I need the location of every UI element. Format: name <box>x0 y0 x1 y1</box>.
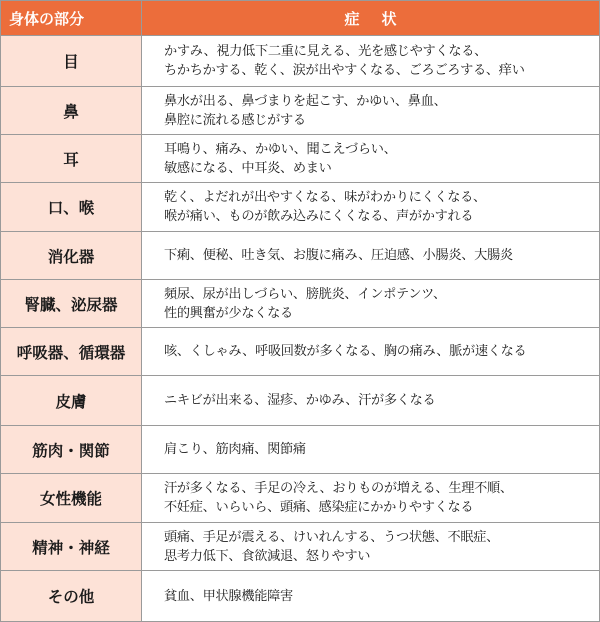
table-row <box>1 280 600 328</box>
table-row <box>1 232 600 280</box>
symptoms-cell: 頭痛、手足が震える、けいれんする、うつ状態、不眠症、 思考力低下、食欲減退、怒りやすい <box>142 523 600 571</box>
symptoms-cell: 乾く、よだれが出やすくなる、味がわかりにくくなる、 喉が痛い、ものが飲み込みにくくなる、声がかすれる <box>142 183 600 232</box>
body-part-cell: 呼吸器、循環器 <box>1 328 142 376</box>
table-row <box>1 36 600 87</box>
body-part-cell: 消化器 <box>1 232 142 280</box>
table-row <box>1 571 600 622</box>
symptoms-cell: 汗が多くなる、手足の冷え、おりものが増える、生理不順、 不妊症、いらいら、頭痛、感染症にかかりやすくなる <box>142 474 600 523</box>
table-row <box>1 426 600 474</box>
body-part-cell: 腎臓、泌尿器 <box>1 280 142 328</box>
table-row <box>1 474 600 523</box>
body-part-cell: 耳 <box>1 135 142 183</box>
table-row <box>1 328 600 376</box>
body-part-cell: 精神・神経 <box>1 523 142 571</box>
symptoms-cell: ニキビが出来る、湿疹、かゆみ、汗が多くなる <box>142 376 600 426</box>
body-part-cell: 鼻 <box>1 87 142 135</box>
body-part-cell: その他 <box>1 571 142 622</box>
table-row <box>1 87 600 135</box>
table-row <box>1 183 600 232</box>
table-header-row <box>1 1 600 36</box>
header-body-part: 身体の部分 <box>1 1 142 36</box>
symptoms-cell: 頻尿、尿が出しづらい、膀胱炎、インポテンツ、 性的興奮が少なくなる <box>142 280 600 328</box>
symptoms-cell: 下痢、便秘、吐き気、お腹に痛み、圧迫感、小腸炎、大腸炎 <box>142 232 600 280</box>
symptoms-cell: 耳鳴り、痛み、かゆい、聞こえづらい、 敏感になる、中耳炎、めまい <box>142 135 600 183</box>
symptoms-cell: 鼻水が出る、鼻づまりを起こす、かゆい、鼻血、 鼻腔に流れる感じがする <box>142 87 600 135</box>
symptoms-cell: かすみ、視力低下二重に見える、光を感じやすくなる、 ちかちかする、乾く、涙が出やすくなる、ごろごろする、痒い <box>142 36 600 87</box>
header-symptoms: 症状 <box>142 1 600 36</box>
body-part-cell: 筋肉・関節 <box>1 426 142 474</box>
symptoms-cell: 咳、くしゃみ、呼吸回数が多くなる、胸の痛み、脈が速くなる <box>142 328 600 376</box>
body-part-cell: 皮膚 <box>1 376 142 426</box>
body-part-cell: 女性機能 <box>1 474 142 523</box>
table-row <box>1 523 600 571</box>
body-part-cell: 目 <box>1 36 142 87</box>
table-row <box>1 376 600 426</box>
symptoms-cell: 肩こり、筋肉痛、関節痛 <box>142 426 600 474</box>
symptoms-cell: 貧血、甲状腺機能障害 <box>142 571 600 622</box>
body-part-cell: 口、喉 <box>1 183 142 232</box>
table-row <box>1 135 600 183</box>
